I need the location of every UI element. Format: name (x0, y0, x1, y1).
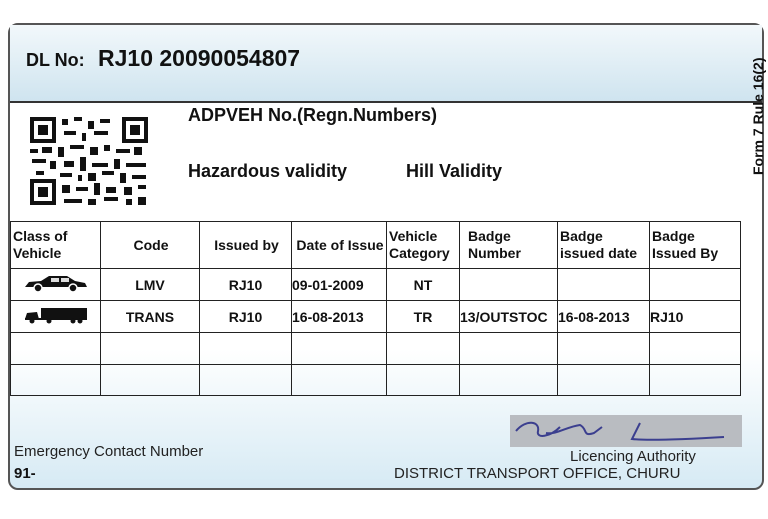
table-row (11, 365, 741, 396)
row-code: LMV (101, 269, 200, 301)
driving-licence-card (8, 23, 764, 490)
row-code: TRANS (101, 301, 200, 333)
row-badge-by (650, 269, 741, 301)
truck-icon (11, 301, 101, 333)
table-row (11, 333, 741, 365)
header-date-of-issue: Date of Issue (292, 222, 387, 269)
header-badge-issued-date: Badge issued date (558, 222, 650, 269)
row-badge-date (558, 269, 650, 301)
row-badge-number: 13/OUTSTOC (460, 301, 558, 333)
hill-validity-label: Hill Validity (406, 161, 503, 181)
licence-header (10, 25, 762, 103)
header-code: Code (101, 222, 200, 269)
header-class-of-vehicle: Class of Vehicle (11, 222, 101, 269)
row-category: NT (387, 269, 460, 301)
header-vehicle-category: Vehicle Category (387, 222, 460, 269)
emergency-contact-label: Emergency Contact Number (14, 443, 204, 460)
header-issued-by: Issued by (200, 222, 292, 269)
row-issued-by: RJ10 (200, 269, 292, 301)
transport-office-label: DISTRICT TRANSPORT OFFICE, CHURU (394, 465, 681, 482)
row-category: TR (387, 301, 460, 333)
emergency-contact-value: 91- (14, 465, 36, 482)
authority-signature-icon (510, 415, 742, 447)
licencing-authority-label: Licencing Authority (570, 448, 696, 465)
table-row (11, 269, 741, 301)
adpveh-label: ADPVEH No.(Regn.Numbers) (188, 105, 438, 125)
row-badge-number (460, 269, 558, 301)
header-badge-issued-by: Badge Issued By (650, 222, 741, 269)
row-date-of-issue: 09-01-2009 (292, 269, 387, 301)
row-issued-by: RJ10 (200, 301, 292, 333)
qr-code-icon (22, 109, 158, 215)
header-badge-number: Badge Number (460, 222, 558, 269)
hazardous-validity-label: Hazardous validity (188, 161, 348, 181)
dl-number-label: DL No: (26, 50, 85, 70)
dl-number-value: RJ10 20090054807 (98, 45, 301, 71)
form-rule-label: Form 7 Rule 16(2) (750, 57, 766, 175)
row-badge-date: 16-08-2013 (558, 301, 650, 333)
table-header-row (11, 222, 741, 269)
row-badge-by: RJ10 (650, 301, 741, 333)
car-icon (11, 269, 101, 301)
row-date-of-issue: 16-08-2013 (292, 301, 387, 333)
table-row (11, 301, 741, 333)
vehicle-class-table (10, 221, 741, 396)
